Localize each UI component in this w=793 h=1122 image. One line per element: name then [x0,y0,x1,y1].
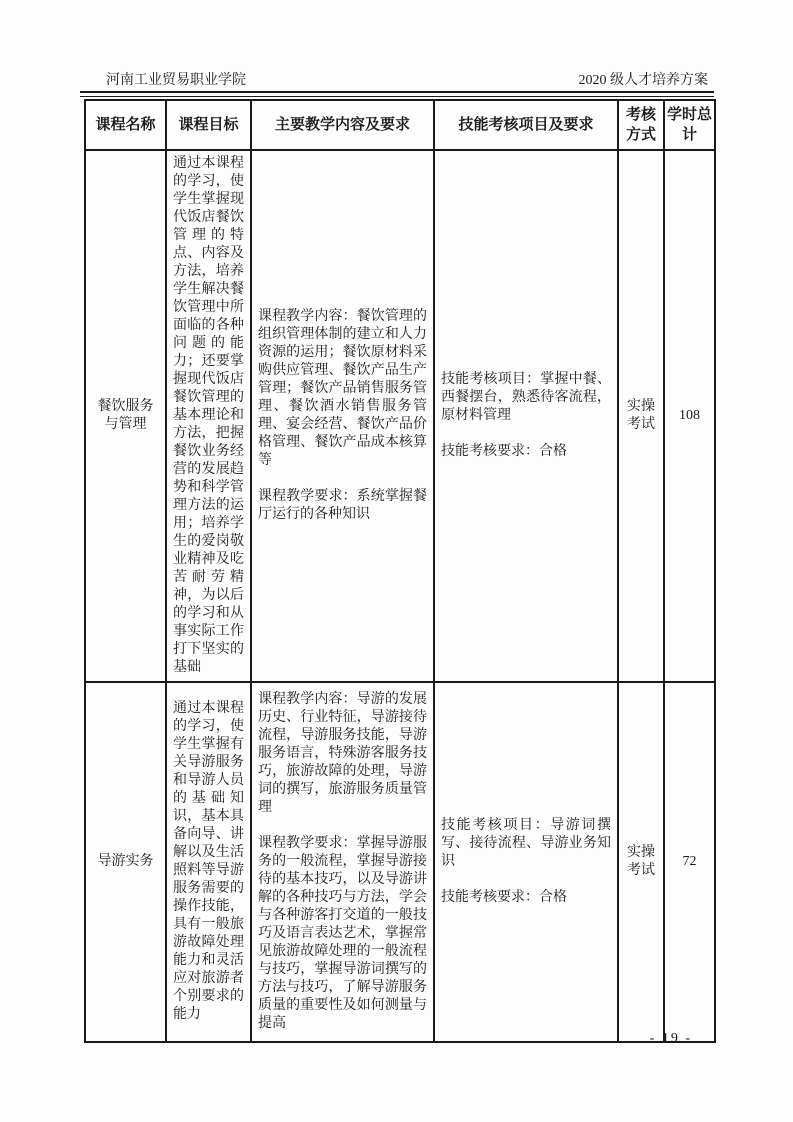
teaching-content-cell [251,150,434,682]
header-rule [80,91,714,97]
total-hours-cell: 72 [664,682,715,1042]
page-header [82,72,714,90]
institution-name: 河南工业贸易职业学院 [106,73,246,88]
page-number: - 19 - [649,1031,692,1046]
document-title: 2020 级人才培养方案 [578,73,708,88]
course-goal-cell: 通过本课程的学习，使学生掌握现代饭店餐饮管理的特点、内容及方法，培养学生解决餐饮管理中所面临的各种问题的能力；还要掌握现代饭店餐饮管理的基本理论和方法，把握餐饮业务经营的发展趋势和科学管理方法的运用；培养学生的爱岗敬业精神及吃苦耐劳精神，为以后的学习和从事实际工作打下坚实的基础 [166,150,251,682]
assessment-method-cell: 实操考试 [618,150,664,682]
table-row [85,150,715,682]
course-goal-cell: 通过本课程的学习，使学生掌握有关导游服务和导游人员的基础知识，基本具备向导、讲解以及生活照料等导游服务需要的操作技能，具有一般旅游故障处理能力和灵活应对旅游者个别要求的能力 [166,682,251,1042]
table-header-row [85,100,715,150]
teaching-content-cell [251,682,434,1042]
teaching-content-text: 课程教学内容：餐饮管理的组织管理体制的建立和人力资源的运用；餐饮原材料采购供应管理、餐饮产品生产管理；餐饮产品销售服务管理、餐饮酒水销售服务管理、宴会经营、餐饮产品价格管理、餐饮产品成本核算等 [258,309,427,468]
skill-assessment-cell [434,150,618,682]
col-header-assessment-method: 考核方式 [618,100,664,150]
teaching-requirement-text: 课程教学要求：掌握导游服务的一般流程，掌握导游接待的基本技巧，以及导游讲解的各种技巧与方法，学会与各种游客打交道的一般技巧及语言表达艺术，掌握常见旅游故障处理的一般流程与技巧，掌握导游词撰写的方法与技巧，了解导游服务质量的重要性及如何测量与提高 [258,836,427,1031]
skill-item-text: 技能考核项目：掌握中餐、西餐摆台，熟悉待客流程，原材料管理 [441,372,611,423]
skill-requirement-text: 技能考核要求：合格 [441,444,567,459]
course-name-cell: 导游实务 [85,682,166,1042]
col-header-teaching-content: 主要教学内容及要求 [251,100,434,150]
col-header-course-goal: 课程目标 [166,100,251,150]
col-header-total-hours: 学时总计 [664,100,715,150]
course-table [84,99,716,1043]
col-header-skill-assessment: 技能考核项目及要求 [434,100,618,150]
assessment-method-cell: 实操考试 [618,682,664,1042]
skill-item-text: 技能考核项目：导游词撰写、接待流程、导游业务知识 [441,818,611,869]
skill-requirement-text: 技能考核要求：合格 [441,890,567,905]
skill-assessment-cell [434,682,618,1042]
table-row [85,682,715,1042]
teaching-content-text: 课程教学内容：导游的发展历史、行业特征，导游接待流程，导游服务技能，导游服务语言，特殊游客服务技巧，旅游故障的处理，导游词的撰写，旅游服务质量管理 [258,692,427,815]
total-hours-cell: 108 [664,150,715,682]
col-header-course-name: 课程名称 [85,100,166,150]
course-name-cell: 餐饮服务与管理 [85,150,166,682]
teaching-requirement-text: 课程教学要求：系统掌握餐厅运行的各种知识 [258,489,427,522]
